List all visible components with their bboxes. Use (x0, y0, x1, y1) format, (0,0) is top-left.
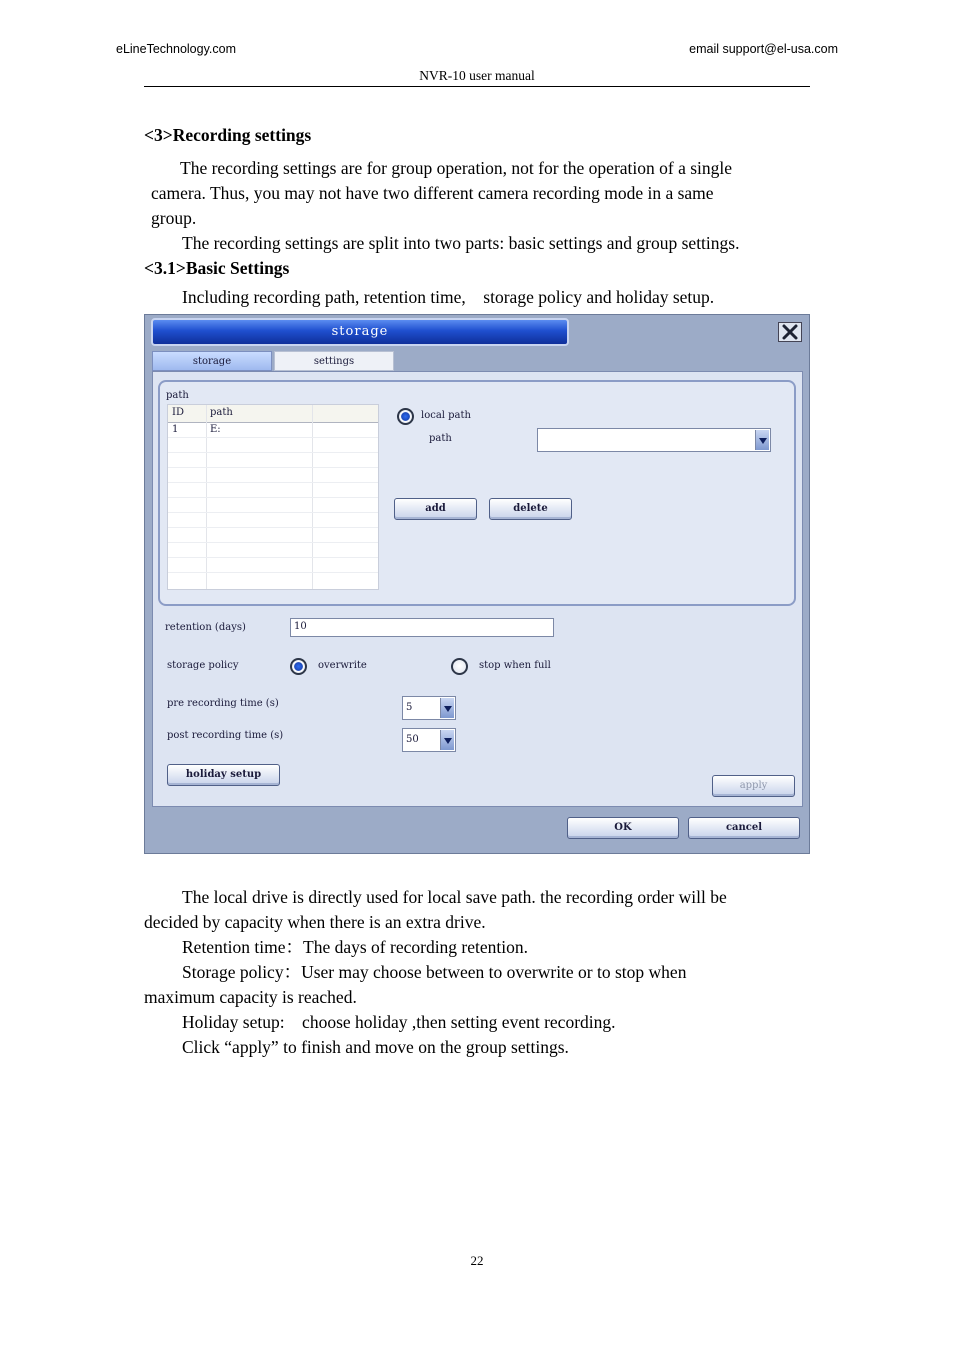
paragraph-5: Retention time：The days of recording retention. (182, 937, 529, 957)
paragraph-6-line-2: maximum capacity is reached. (144, 987, 357, 1007)
paragraph-1-line-1: The recording settings are for group operation, not for the operation of a single (180, 158, 733, 178)
paragraph-8: Click “apply” to finish and move on the group settings. (182, 1037, 569, 1057)
subsection-heading: <3.1>Basic Settings (144, 258, 290, 278)
chevron-down-icon (755, 430, 769, 450)
header-rule (144, 86, 810, 87)
post-recording-dropdown[interactable] (402, 728, 456, 752)
path-label: path (429, 433, 452, 444)
chevron-down-icon (440, 730, 454, 750)
storage-policy-label: storage policy (167, 660, 239, 671)
apply-button[interactable]: apply (712, 775, 795, 797)
table-row-id[interactable]: 1 (172, 424, 179, 435)
stop-when-full-label: stop when full (479, 660, 551, 671)
pre-recording-dropdown[interactable] (402, 696, 456, 720)
tab-settings[interactable]: settings (274, 351, 394, 371)
section-heading: <3>Recording settings (144, 125, 312, 145)
close-icon (779, 323, 801, 341)
retention-value: 10 (294, 621, 307, 632)
delete-button[interactable]: delete (489, 498, 572, 520)
column-header-path: path (210, 407, 233, 418)
paragraph-7: Holiday setup: choose holiday ,then setting event recording. (182, 1012, 616, 1032)
paragraph-1-line-2: camera. Thus, you may not have two different camera recording mode in a same (151, 183, 714, 203)
path-groupbox (158, 380, 796, 606)
cancel-button[interactable]: cancel (688, 817, 800, 839)
paragraph-3: Including recording path, retention time, storage policy and holiday setup. (182, 287, 715, 307)
page-number: 22 (470, 1253, 484, 1268)
table-header (168, 405, 378, 423)
overwrite-label: overwrite (318, 660, 367, 671)
retention-input[interactable] (290, 618, 554, 637)
post-recording-label: post recording time (s) (167, 730, 284, 741)
path-table[interactable] (167, 404, 379, 590)
overwrite-radio[interactable] (290, 658, 307, 675)
header-email: email support@el-usa.com (689, 42, 838, 56)
path-dropdown[interactable] (537, 428, 771, 452)
local-path-radio[interactable] (397, 408, 414, 425)
post-recording-value: 50 (406, 734, 419, 745)
paragraph-4-line-1: The local drive is directly used for local save path. the recording order will be (182, 887, 727, 907)
tab-storage[interactable]: storage (152, 351, 272, 371)
chevron-down-icon (440, 698, 454, 718)
add-button[interactable]: add (394, 498, 477, 520)
paragraph-6-line-1: Storage policy：User may choose between to overwrite or to stop when (182, 962, 687, 982)
ok-button[interactable]: OK (567, 817, 679, 839)
local-path-label: local path (421, 410, 471, 421)
table-row-path[interactable]: E: (210, 424, 221, 435)
retention-label: retention (days) (165, 622, 246, 633)
storage-panel (152, 371, 803, 807)
dialog-title: storage (151, 318, 569, 346)
column-header-id: ID (172, 407, 184, 418)
paragraph-2: The recording settings are split into two parts: basic settings and group settings. (182, 233, 740, 253)
paragraph-1-line-3: group. (151, 208, 197, 228)
close-button[interactable] (778, 322, 802, 342)
holiday-setup-button[interactable]: holiday setup (167, 764, 280, 786)
paragraph-4-line-2: decided by capacity when there is an extra drive. (144, 912, 486, 932)
path-group-label: path (166, 390, 189, 401)
stop-when-full-radio[interactable] (451, 658, 468, 675)
storage-dialog (144, 314, 810, 854)
header-manual-title: NVR-10 user manual (419, 68, 535, 83)
pre-recording-label: pre recording time (s) (167, 698, 279, 709)
header-site: eLineTechnology.com (116, 42, 236, 56)
pre-recording-value: 5 (406, 702, 413, 713)
